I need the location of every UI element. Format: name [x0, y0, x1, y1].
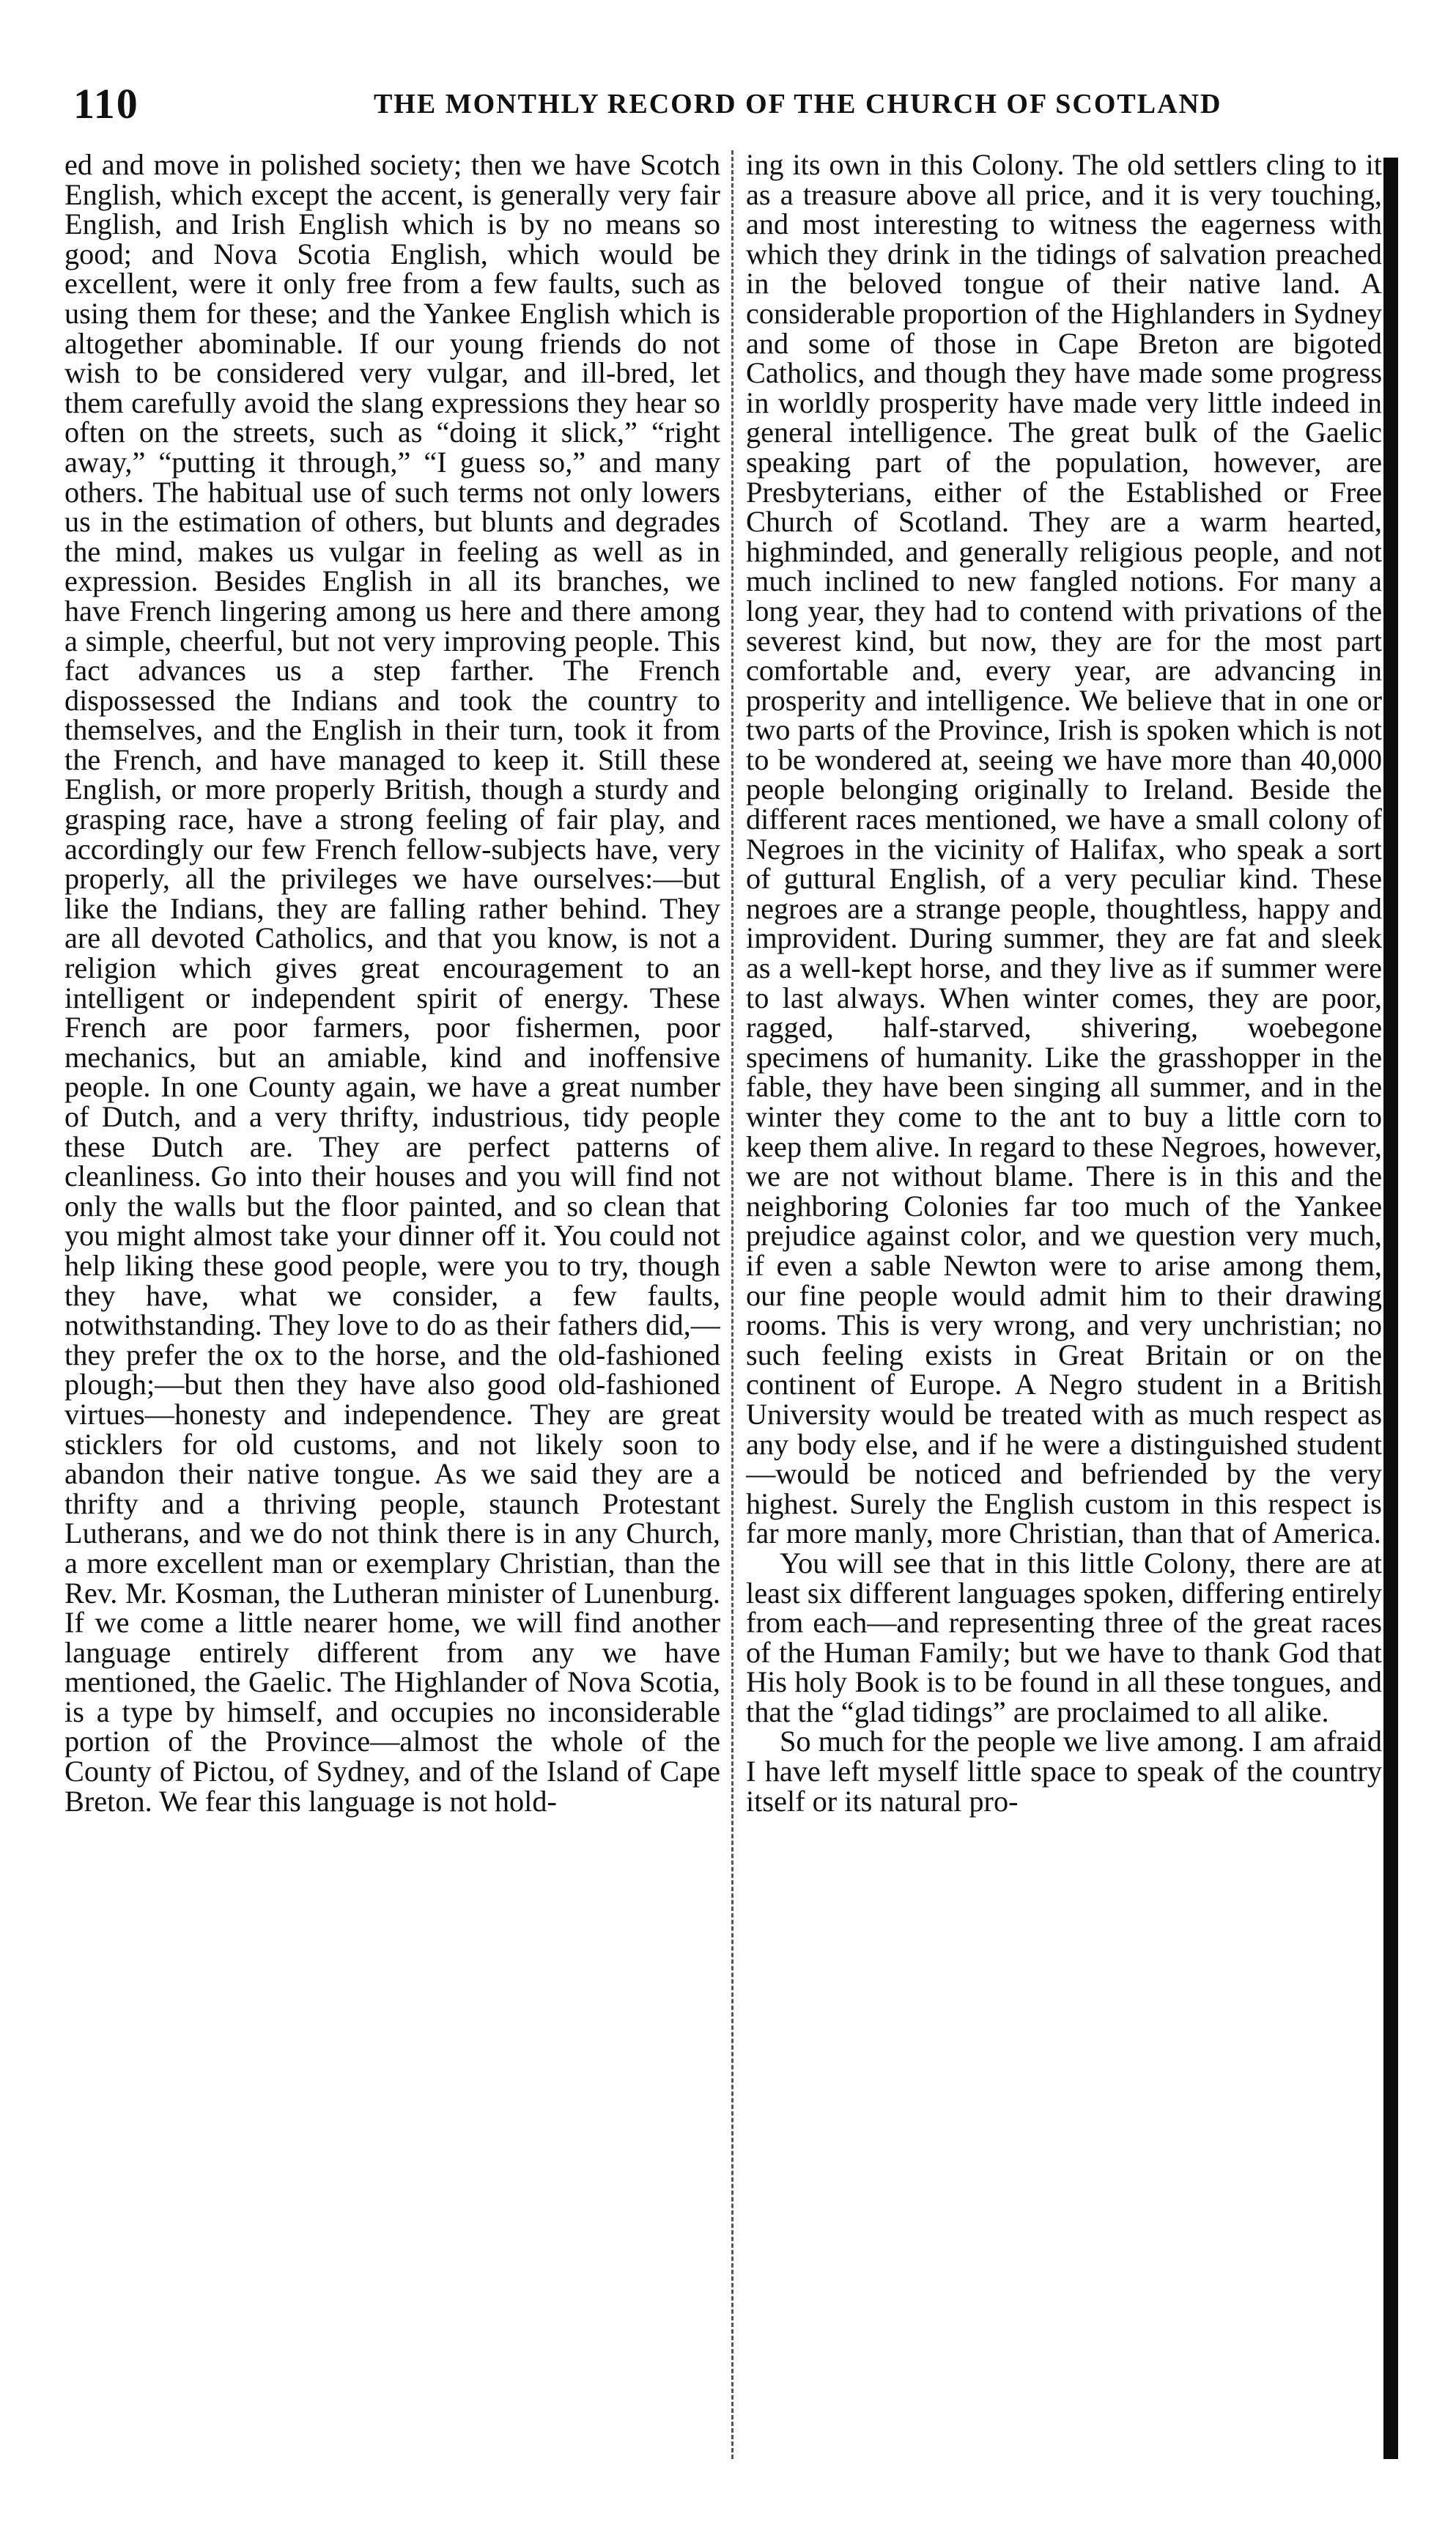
left-column [64, 150, 720, 2459]
right-column [746, 150, 1382, 2459]
page-header [73, 79, 1378, 138]
page-edge-shadow [1383, 158, 1398, 2459]
column-divider [731, 150, 733, 2459]
right-paragraph-1: ing its own in this Colony. The old settlers cling to it as a treasure above all price, and it is very touching, and most interesting to witness the eagerness with which they drink in the tidings of salvation preached in the beloved tongue of their native land. A considerable proportion of the Highlanders in Sydney and some of those in Cape Breton are bigoted Catholics, and though they have made some progress in worldly prosperity have made very little indeed in general intelligence. The great bulk of the Gaelic speaking part of the population, however, are Presbyterians, either of the Established or Free Church of Scotland. They are a warm hearted, highminded, and generally religious people, and not much inclined to new fangled notions. For many a long year, they had to contend with privations of the severest kind, but now, they are for the most part comfortable and, every year, are advancing in prosperity and intelligence. We believe that in one or two parts of the Province, Irish is spoken which is not to be wondered at, seeing we have more than 40,000 people belonging originally to Ireland. Beside the different races mentioned, we have a small colony of Negroes in the vicinity of Halifax, who speak a sort of guttural English, of a very peculiar kind. These negroes are a strange people, thoughtless, happy and improvident. During summer, they are fat and sleek as a well-kept horse, and they live as if summer were to last always. When winter comes, they are poor, ragged, half-starved, shivering, woebegone specimens of humanity. Like the grasshopper in the fable, they have been singing all summer, and in the winter they come to the ant to buy a little corn to keep them alive. In regard to these Negroes, however, we are not without blame. There is in this and the neighboring Colonies far too much of the Yankee prejudice against color, and we question very much, if even a sable Newton were to arise among them, our fine people would admit him to their drawing rooms. This is very wrong, and very unchristian; no such feeling exists in Great Britain or on the continent of Europe. A Negro student in a British University would be treated with as much respect as any body else, and if he were a distinguished student—would be noticed and befriended by the very highest. Surely the English custom in this respect is far more manly, more Christian, than that of America. [746, 150, 1382, 1550]
running-title: THE MONTHLY RECORD OF THE CHURCH OF SCOTLAND [374, 89, 1222, 119]
right-paragraph-3: So much for the people we live among. I am afraid I have left myself little space to speak of the country itself or its natural pro- [746, 1725, 1382, 1818]
right-paragraph-2: You will see that in this little Colony, there are at least six different languages spoken, differing entirely from each—and representing three of the great races of the Human Family; but we have to thank God that His holy Book is to be found in all these tongues, and that the “glad tidings” are proclaimed to all alike. [746, 1546, 1382, 1728]
page-number: 110 [73, 80, 139, 128]
left-paragraph-1: ed and move in polished society; then we have Scotch English, which except the accent, is generally very fair English, and Irish English which is by no means so good; and Nova Scotia English, which would be excellent, were it only free from a few faults, such as using them for these; and the Yankee English which is altogether abominable. If our young friends do not wish to be considered very vulgar, and ill-bred, let them carefully avoid the slang expressions they hear so often on the streets, such as “doing it slick,” “right away,” “putting it through,” “I guess so,” and many others. The habitual use of such terms not only lowers us in the estimation of others, but blunts and degrades the mind, makes us vulgar in feeling as well as in expression. Besides English in all its branches, we have French lingering among us here and there among a simple, cheerful, but not very improving people. This fact advances us a step farther. The French dispossessed the Indians and took the country to themselves, and the English in their turn, took it from the French, and have managed to keep it. Still these English, or more properly British, though a sturdy and grasping race, have a strong feeling of fair play, and accordingly our few French fellow-subjects have, very properly, all the privileges we have ourselves:—but like the Indians, they are falling rather behind. They are all devoted Catholics, and that you know, is not a religion which gives great encouragement to an intelligent or independent spirit of energy. These French are poor farmers, poor fishermen, poor mechanics, but an amiable, kind and inoffensive people. In one County again, we have a great number of Dutch, and a very thrifty, industrious, tidy people these Dutch are. They are perfect patterns of cleanliness. Go into their houses and you will find not only the walls but the floor painted, and so clean that you might almost take your dinner off it. You could not help liking these good people, were you to try, though they have, what we consider, a few faults, notwithstanding. They love to do as their fathers did,—they prefer the ox to the horse, and the old-fashioned plough;—but then they have also good old-fashioned virtues—honesty and independence. They are great sticklers for old customs, and not likely soon to abandon their native tongue. As we said they are a thrifty and a thriving people, staunch Protestant Lutherans, and we do not think there is in any Church, a more excellent man or exemplary Christian, than the Rev. Mr. Kosman, the Lutheran minister of Lunenburg. If we come a little nearer home, we will find another language entirely different from any we have mentioned, the Gaelic. The Highlander of Nova Scotia, is a type by himself, and occupies no inconsiderable portion of the Province—almost the whole of the County of Pictou, of Sydney, and of the Island of Cape Breton. We fear this language is not hold- [64, 150, 720, 1818]
